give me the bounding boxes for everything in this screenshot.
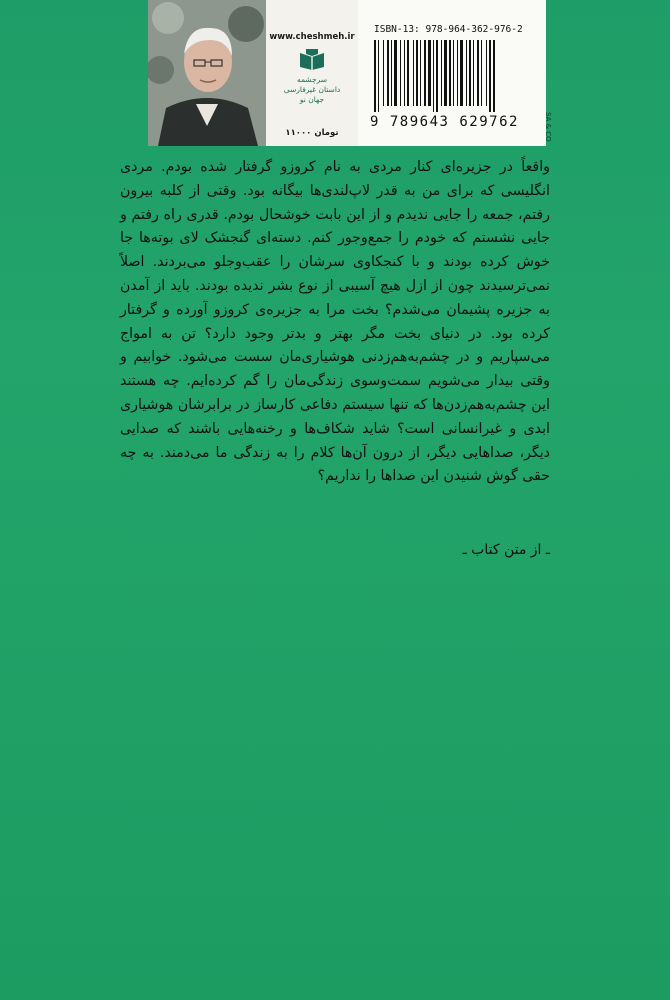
barcode-panel [358, 0, 546, 146]
barcode-bar [424, 40, 426, 106]
designer-credit: SA & CO [544, 112, 552, 142]
barcode-bar [460, 40, 463, 106]
barcode-bar [416, 40, 418, 106]
cheshmeh-book-logo-icon [297, 47, 327, 71]
barcode-number: 9 789643 629762 [370, 114, 519, 130]
barcode-bar [428, 40, 431, 106]
blurb-source: ـ از متن کتاب ـ [462, 542, 550, 558]
barcode-bar [378, 40, 379, 112]
barcode-bar [400, 40, 401, 106]
barcode-bar [404, 40, 405, 106]
barcode-bar [481, 40, 482, 106]
barcode-bar [466, 40, 467, 106]
barcode-bar [394, 40, 397, 106]
isbn-label: ISBN-13: 978-964-362-976-2 [374, 24, 523, 35]
barcode-bar [493, 40, 495, 112]
barcode-bar [420, 40, 421, 106]
barcode-bar [444, 40, 447, 106]
series-line-3: جهان نو [299, 95, 325, 104]
barcode-bar [433, 40, 434, 112]
barcode-bar [436, 40, 438, 112]
barcode-bar [407, 40, 409, 106]
barcode-bar [477, 40, 479, 106]
barcode-bar [457, 40, 458, 106]
barcode-bar [473, 40, 474, 106]
series-line-2: داستان غیرفارسی [283, 85, 341, 94]
publisher-url[interactable]: www.cheshmeh.ir [269, 32, 355, 42]
barcode-bar [383, 40, 384, 106]
barcode-bar [449, 40, 451, 106]
barcode-bar [486, 40, 487, 106]
back-cover-blurb: واقعاً در جزیره‌ای کنار مردی به نام کروزو گرفتار شده بودم. مردی انگلیسی که برای من به قدر لاپ‌لندی‌ها بیگانه بود. وقتی از کلبه بیرون رفتم، جمعه را جایی ندیدم و از این بابت خوشحال بودم. قدری راه رفتم و جایی نشستم که خودم را جمع‌وجور کنم. دسته‌ای گنجشک لای بوته‌ها جا خوش کرده بودند و با کنجکاوی سرشان را عقب‌وجلو می‌بردند. اصلاً نمی‌ترسیدند چون از ازل هیچ آسیبی از نوع بشر ندیده بودند. باید از آمدن به جزیره پشیمان می‌شدم؟ بخت مرا به جزیره‌ی کروزو آورده و گرفتار کرده بود. در دنیای بخت مگر بهتر و بدتر وجود دارد؟ تن به امواج می‌سپاریم و در چشم‌به‌هم‌زدنی هوشیاری‌مان سست می‌شود. خوابیم و وقتی بیدار می‌شویم سمت‌وسوی زندگی‌مان را گم کرده‌ایم. چه هستند این چشم‌به‌هم‌زدن‌ها که تنها سیستم دفاعی کارساز در برابرشان هوشیاری ابدی و غیرانسانی است؟ شاید شکاف‌ها و رخنه‌هایی باشند که صدایی دیگر، صداهایی دیگر، از درون آن‌ها کلام را به زندگی ما می‌دمند. به چه حقی گوش شنیدن این صداها را نداریم؟ [120, 159, 550, 485]
barcode-bar [453, 40, 454, 106]
barcode-bar [374, 40, 376, 112]
barcode-bar [441, 40, 442, 106]
publisher-panel [266, 0, 358, 146]
barcode [372, 40, 532, 112]
barcode-bar [413, 40, 414, 106]
barcode-bar [469, 40, 471, 106]
barcode-bar [489, 40, 491, 112]
book-price: ۱۱۰۰۰ تومان [285, 128, 339, 138]
barcode-bar [387, 40, 389, 106]
series-line-1: سرچشمه [296, 75, 328, 84]
barcode-bar [391, 40, 392, 106]
author-photo [148, 0, 268, 146]
